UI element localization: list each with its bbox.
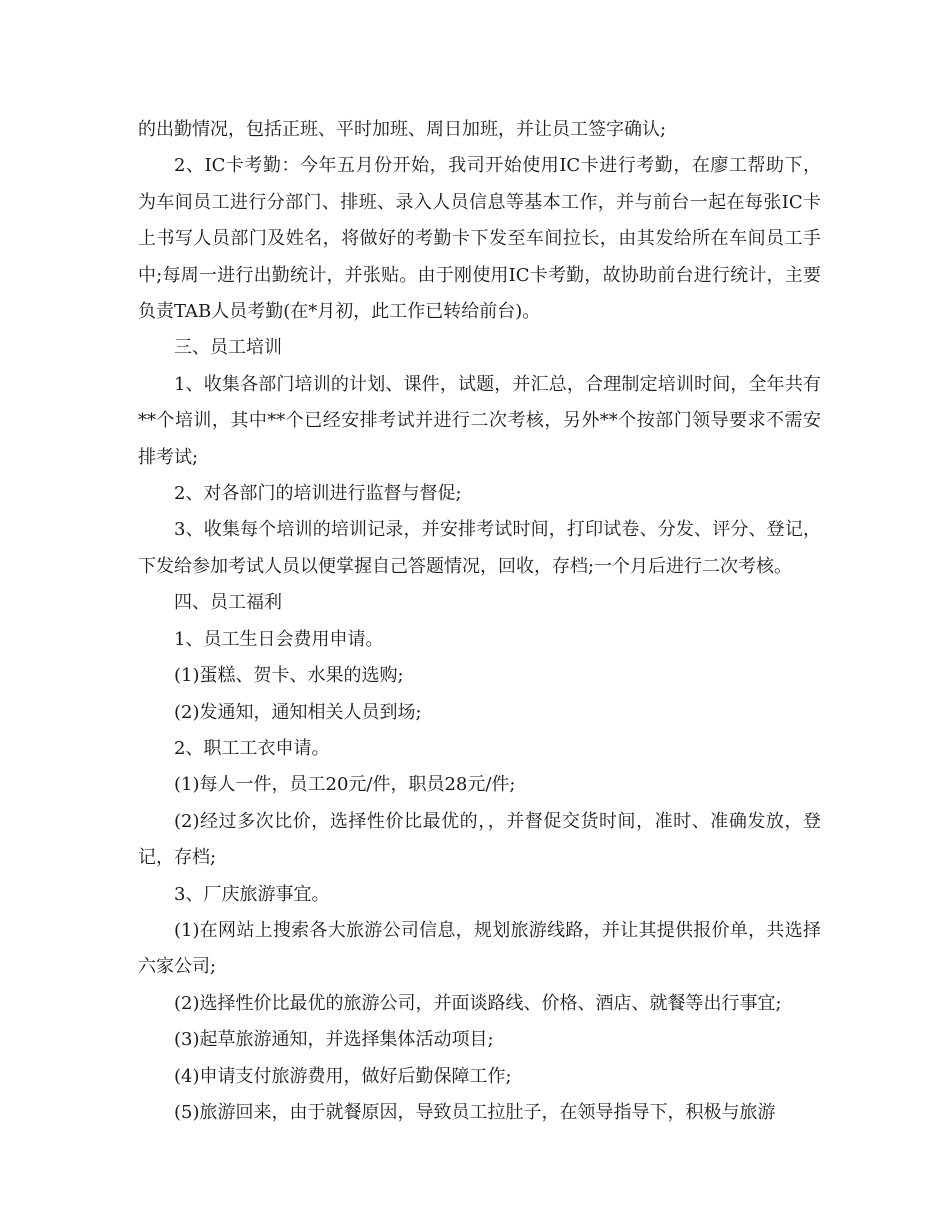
list-item-birthday-notice: (2)发通知，通知相关人员到场;	[174, 701, 422, 723]
paragraph-ic-card-attendance: 2、IC卡考勤：今年五月份开始，我司开始使用IC卡进行考勤，在廖工帮助下，为车间员工进行分部门、排班、录入人员信息等基本工作，并与前台一起在每张IC卡上书写人员部门及姓名，将做好的考勤卡下发至车间拉长，由其发给所在车间员工手中;每周一进行出勤统计，并张贴。由于刚使用IC卡考勤，故协助前台进行统计，主要负责TAB人员考勤(在*月初，此工作已转给前台)。	[138, 155, 821, 323]
list-item-trip-select: (2)选择性价比最优的旅游公司，并面谈路线、价格、酒店、就餐等出行事宜;	[174, 992, 782, 1014]
paragraph-uniform-request: 2、职工工衣申请。	[174, 737, 330, 759]
list-item-trip-notice: (3)起草旅游通知，并选择集体活动项目;	[174, 1029, 494, 1051]
paragraph-training-supervise: 2、对各部门的培训进行监督与督促;	[174, 483, 462, 505]
list-item-trip-search: (1)在网站上搜索各大旅游公司信息，规划旅游线路，并让其提供报价单，共选择六家公司;	[138, 919, 821, 978]
paragraph-anniversary-trip: 3、厂庆旅游事宜。	[174, 883, 330, 905]
list-item-uniform-compare: (2)经过多次比价，选择性价比最优的，，并督促交货时间，准时、准确发放，登记，存档;	[138, 810, 821, 869]
paragraph-attendance-tail: 的出勤情况，包括正班、平时加班、周日加班，并让员工签字确认;	[138, 119, 667, 140]
list-item-trip-payment: (4)申请支付旅游费用，做好后勤保障工作;	[174, 1065, 512, 1087]
section-heading-welfare: 四、员工福利	[174, 592, 282, 614]
paragraph-birthday-party: 1、员工生日会费用申请。	[174, 628, 384, 650]
document-body	[138, 112, 821, 1131]
list-item-birthday-purchase: (1)蛋糕、贺卡、水果的选购;	[174, 665, 404, 687]
paragraph-training-records: 3、收集每个培训的培训记录，并安排考试时间，打印试卷、分发、评分、登记，下发给参加考试人员以便掌握自己答题情况，回收，存档;一个月后进行二次考核。	[138, 519, 821, 577]
list-item-trip-return: (5)旅游回来，由于就餐原因，导致员工拉肚子，在领导指导下，积极与旅游	[174, 1101, 776, 1123]
paragraph-training-collect: 1、收集各部门培训的计划、课件，试题，并汇总，合理制定培训时间，全年共有**个培训，其中**个已经安排考试并进行二次考核，另外**个按部门领导要求不需安排考试;	[138, 373, 821, 468]
list-item-uniform-price: (1)每人一件，员工20元/件，职员28元/件;	[174, 774, 516, 796]
section-heading-training: 三、员工培训	[174, 337, 282, 359]
